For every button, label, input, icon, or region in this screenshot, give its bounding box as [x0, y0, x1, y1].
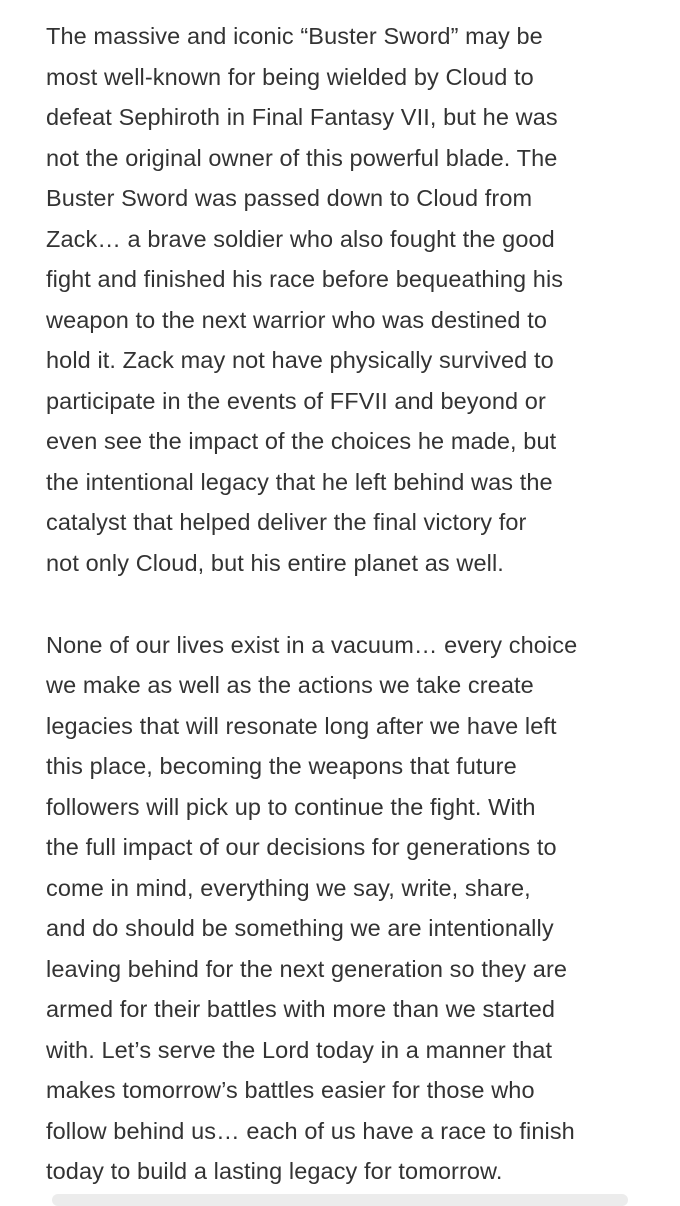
- text-line: fight and finished his race before bequeathing his: [46, 266, 564, 292]
- text-line: Buster Sword was passed down to Cloud from: [46, 185, 533, 211]
- text-line: None of our lives exist in a vacuum… every choice: [46, 631, 578, 658]
- text-line: leaving behind for the next generation so they are: [46, 955, 568, 982]
- text-line: the full impact of our decisions for generations to: [46, 834, 557, 860]
- text-line: makes tomorrow’s battles easier for those who: [46, 1077, 535, 1103]
- text-line: The massive and iconic “Buster Sword” may be: [46, 23, 543, 49]
- text-line: catalyst that helped deliver the final victory for: [46, 509, 527, 535]
- text-line: we make as well as the actions we take create: [46, 672, 534, 698]
- text-line: participate in the events of FFVII and beyond or: [46, 387, 546, 414]
- text-line: weapon to the next warrior who was destined to: [46, 306, 547, 333]
- paragraph-2: [46, 625, 646, 1192]
- text-line: followers will pick up to continue the fight. With: [46, 793, 536, 820]
- text-line: come in mind, everything we say, write, share,: [46, 874, 531, 901]
- text-line: defeat Sephiroth in Final Fantasy VII, but he was: [46, 104, 558, 130]
- text-line: hold it. Zack may not have physically survived to: [46, 347, 554, 373]
- text-line: even see the impact of the choices he made, but: [46, 428, 557, 454]
- text-line: and do should be something we are intentionally: [46, 915, 554, 941]
- text-line: the intentional legacy that he left behind was the: [46, 468, 553, 495]
- text-line: Zack… a brave soldier who also fought the good: [46, 225, 555, 252]
- text-line: not the original owner of this powerful blade. The: [46, 144, 558, 171]
- text-line: legacies that will resonate long after we have left: [46, 712, 557, 739]
- paragraph-spacer: [46, 583, 646, 625]
- next-card-edge: [52, 1194, 628, 1206]
- text-line: most well-known for being wielded by Cloud to: [46, 63, 534, 90]
- text-line: follow behind us… each of us have a race to finish: [46, 1117, 575, 1144]
- article-body: [46, 16, 646, 1192]
- paragraph-1: [46, 16, 646, 583]
- text-line: with. Let’s serve the Lord today in a manner that: [46, 1036, 553, 1063]
- text-line: today to build a lasting legacy for tomorrow.: [46, 1158, 503, 1184]
- text-line: not only Cloud, but his entire planet as well.: [46, 549, 504, 576]
- text-line: this place, becoming the weapons that future: [46, 753, 517, 779]
- text-line: armed for their battles with more than we started: [46, 996, 556, 1022]
